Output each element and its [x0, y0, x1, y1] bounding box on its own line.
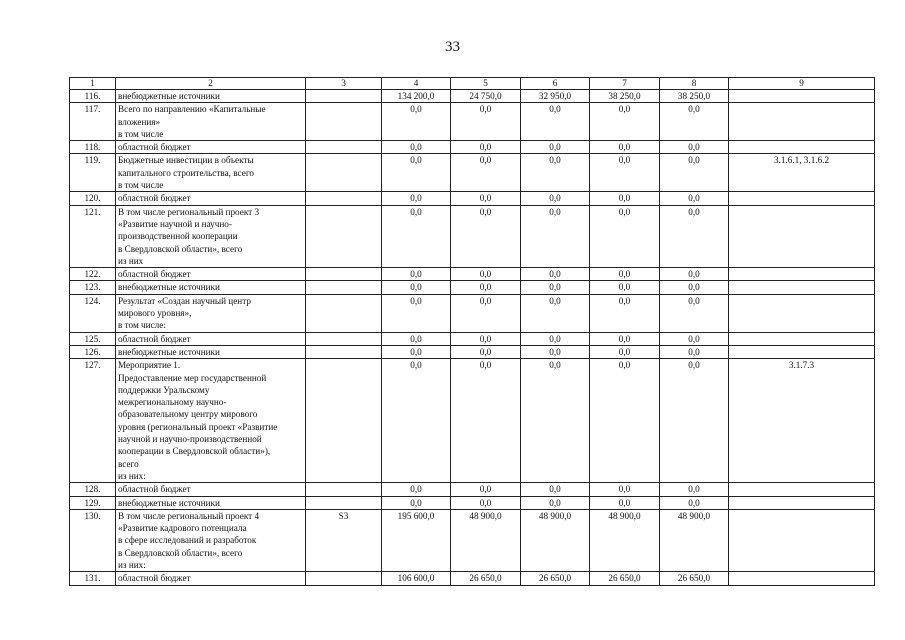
- row-description: [116, 345, 306, 358]
- description-line: вложения»: [118, 116, 161, 127]
- description-line: областной бюджет: [118, 484, 191, 495]
- row-value: 26 650,0: [521, 572, 590, 585]
- description-line: в Свердловской области», всего: [118, 547, 243, 558]
- description-line: из них:: [118, 470, 146, 481]
- row-number: 119.: [70, 154, 116, 192]
- row-value: 0,0: [382, 483, 451, 496]
- header-cell: 2: [116, 78, 306, 90]
- description-line: областной бюджет: [118, 573, 191, 584]
- table-body: [70, 90, 875, 586]
- table-row: [70, 141, 875, 154]
- row-number: 129.: [70, 496, 116, 509]
- row-code: [306, 90, 382, 103]
- row-description: [116, 572, 306, 585]
- description-line: образовательному центру мирового: [118, 409, 258, 420]
- row-number: 123.: [70, 281, 116, 294]
- row-number: 130.: [70, 509, 116, 571]
- row-value: 0,0: [382, 294, 451, 332]
- row-value: 0,0: [521, 141, 590, 154]
- row-code: S3: [306, 509, 382, 571]
- row-value: 0,0: [590, 359, 660, 483]
- row-value: 0,0: [590, 281, 660, 294]
- row-target: [729, 496, 875, 509]
- row-value: 0,0: [382, 496, 451, 509]
- row-value: 0,0: [660, 496, 729, 509]
- row-number: 120.: [70, 192, 116, 205]
- description-line: «Развитие научной и научно-: [118, 218, 232, 229]
- row-value: 0,0: [451, 359, 521, 483]
- row-value: 0,0: [660, 154, 729, 192]
- header-cell: 7: [590, 78, 660, 90]
- table-row: [70, 496, 875, 509]
- row-value: 0,0: [451, 281, 521, 294]
- row-number: 118.: [70, 141, 116, 154]
- row-value: 0,0: [382, 205, 451, 267]
- row-value: 0,0: [521, 345, 590, 358]
- row-target: [729, 192, 875, 205]
- table-row: [70, 359, 875, 483]
- description-line: всего: [118, 458, 139, 469]
- table-row: [70, 345, 875, 358]
- row-value: 0,0: [451, 192, 521, 205]
- table-row: [70, 90, 875, 103]
- row-value: 48 900,0: [451, 509, 521, 571]
- row-code: [306, 345, 382, 358]
- table-row: [70, 268, 875, 281]
- row-value: 48 900,0: [590, 509, 660, 571]
- row-value: 38 250,0: [590, 90, 660, 103]
- row-value: 0,0: [451, 154, 521, 192]
- row-number: 116.: [70, 90, 116, 103]
- row-value: 26 650,0: [451, 572, 521, 585]
- header-row: [70, 78, 875, 90]
- row-value: 0,0: [521, 192, 590, 205]
- row-value: 0,0: [660, 483, 729, 496]
- row-description: [116, 192, 306, 205]
- row-code: [306, 281, 382, 294]
- row-code: [306, 572, 382, 585]
- row-value: 195 600,0: [382, 509, 451, 571]
- row-value: 0,0: [451, 345, 521, 358]
- description-line: в том числе: [118, 180, 164, 191]
- row-target: [729, 509, 875, 571]
- row-code: [306, 192, 382, 205]
- row-value: 0,0: [660, 205, 729, 267]
- table-row: [70, 572, 875, 585]
- description-line: производственной кооперации: [118, 231, 238, 242]
- row-target: [729, 205, 875, 267]
- row-target: [729, 103, 875, 141]
- row-value: 0,0: [521, 268, 590, 281]
- description-line: из них: [118, 255, 144, 266]
- row-value: 0,0: [660, 268, 729, 281]
- description-line: в том числе:: [118, 320, 166, 331]
- row-value: 0,0: [451, 496, 521, 509]
- row-target: [729, 483, 875, 496]
- row-value: 38 250,0: [660, 90, 729, 103]
- row-value: 0,0: [451, 268, 521, 281]
- row-code: [306, 205, 382, 267]
- row-value: 0,0: [521, 205, 590, 267]
- row-value: 0,0: [521, 483, 590, 496]
- row-description: [116, 509, 306, 571]
- row-value: 0,0: [451, 294, 521, 332]
- table-row: [70, 509, 875, 571]
- row-number: 126.: [70, 345, 116, 358]
- row-value: 0,0: [451, 141, 521, 154]
- row-number: 121.: [70, 205, 116, 267]
- row-code: [306, 332, 382, 345]
- row-number: 125.: [70, 332, 116, 345]
- row-code: [306, 103, 382, 141]
- table-row: [70, 281, 875, 294]
- row-value: 0,0: [590, 332, 660, 345]
- row-value: 0,0: [382, 359, 451, 483]
- row-code: [306, 359, 382, 483]
- header-cell: 9: [729, 78, 875, 90]
- row-target: [729, 281, 875, 294]
- row-value: 32 950,0: [521, 90, 590, 103]
- row-value: 0,0: [590, 154, 660, 192]
- header-cell: 4: [382, 78, 451, 90]
- row-description: [116, 154, 306, 192]
- row-value: 0,0: [382, 281, 451, 294]
- row-code: [306, 154, 382, 192]
- description-line: областной бюджет: [118, 269, 191, 280]
- description-line: уровня (региональный проект «Развитие: [118, 421, 278, 432]
- row-value: 0,0: [660, 359, 729, 483]
- table-row: [70, 154, 875, 192]
- description-line: «Развитие кадрового потенциала: [118, 523, 247, 534]
- description-line: капитального строительства, всего: [118, 167, 254, 178]
- row-target: [729, 268, 875, 281]
- row-target: [729, 294, 875, 332]
- row-code: [306, 268, 382, 281]
- row-value: 0,0: [382, 332, 451, 345]
- row-value: 0,0: [382, 103, 451, 141]
- row-value: 0,0: [451, 483, 521, 496]
- row-value: 0,0: [521, 496, 590, 509]
- description-line: поддержки Уральскому: [118, 384, 210, 395]
- row-value: 26 650,0: [660, 572, 729, 585]
- row-target: [729, 332, 875, 345]
- row-value: 0,0: [660, 103, 729, 141]
- row-value: 0,0: [521, 332, 590, 345]
- description-line: кооперации в Свердловской области»),: [118, 446, 271, 457]
- page-number: 33: [445, 39, 460, 55]
- row-value: 0,0: [451, 332, 521, 345]
- row-value: 134 200,0: [382, 90, 451, 103]
- row-number: 122.: [70, 268, 116, 281]
- description-line: областной бюджет: [118, 193, 191, 204]
- table-row: [70, 294, 875, 332]
- row-value: 0,0: [521, 103, 590, 141]
- row-description: [116, 103, 306, 141]
- header-cell: 8: [660, 78, 729, 90]
- row-description: [116, 359, 306, 483]
- row-description: [116, 496, 306, 509]
- row-value: 0,0: [660, 281, 729, 294]
- header-cell: 6: [521, 78, 590, 90]
- row-value: 0,0: [382, 141, 451, 154]
- row-value: 0,0: [451, 103, 521, 141]
- description-line: В том числе региональный проект 3: [118, 206, 260, 217]
- row-value: 0,0: [451, 205, 521, 267]
- row-value: 0,0: [521, 294, 590, 332]
- description-line: научной и научно-производственной: [118, 434, 262, 445]
- row-target: [729, 572, 875, 585]
- table-row: [70, 332, 875, 345]
- row-value: 0,0: [382, 345, 451, 358]
- row-value: 0,0: [590, 268, 660, 281]
- header-cell: 1: [70, 78, 116, 90]
- row-description: [116, 281, 306, 294]
- description-line: областной бюджет: [118, 333, 191, 344]
- row-value: 0,0: [590, 496, 660, 509]
- row-target: [729, 141, 875, 154]
- row-value: 0,0: [590, 103, 660, 141]
- description-line: Всего по направлению «Капитальные: [118, 104, 266, 115]
- description-line: в том числе: [118, 128, 164, 139]
- table-row: [70, 192, 875, 205]
- row-target: 3.1.7.3: [729, 359, 875, 483]
- row-value: 0,0: [660, 345, 729, 358]
- row-value: 24 750,0: [451, 90, 521, 103]
- row-code: [306, 141, 382, 154]
- row-description: [116, 294, 306, 332]
- row-value: 0,0: [590, 192, 660, 205]
- row-description: [116, 332, 306, 345]
- description-line: В том числе региональный проект 4: [118, 510, 260, 521]
- row-code: [306, 483, 382, 496]
- row-value: 106 600,0: [382, 572, 451, 585]
- row-number: 127.: [70, 359, 116, 483]
- row-number: 128.: [70, 483, 116, 496]
- row-target: [729, 90, 875, 103]
- description-line: областной бюджет: [118, 142, 191, 153]
- row-target: [729, 345, 875, 358]
- row-number: 131.: [70, 572, 116, 585]
- description-line: Бюджетные инвестиции в объекты: [118, 155, 254, 166]
- description-line: мирового уровня»,: [118, 308, 192, 319]
- row-value: 0,0: [521, 359, 590, 483]
- description-line: внебюджетные источники: [118, 91, 220, 101]
- row-target: 3.1.6.1, 3.1.6.2: [729, 154, 875, 192]
- table-row: [70, 103, 875, 141]
- description-line: Предоставление мер государственной: [118, 372, 267, 383]
- row-value: 0,0: [382, 268, 451, 281]
- row-number: 124.: [70, 294, 116, 332]
- row-number: 117.: [70, 103, 116, 141]
- description-line: в Свердловской области», всего: [118, 243, 243, 254]
- row-value: 0,0: [590, 345, 660, 358]
- row-value: 26 650,0: [590, 572, 660, 585]
- description-line: внебюджетные источники: [118, 497, 220, 508]
- row-code: [306, 294, 382, 332]
- table-row: [70, 483, 875, 496]
- description-line: в сфере исследований и разработок: [118, 535, 257, 546]
- row-value: 0,0: [660, 141, 729, 154]
- row-value: 0,0: [521, 281, 590, 294]
- row-value: 0,0: [521, 154, 590, 192]
- row-value: 0,0: [660, 192, 729, 205]
- row-code: [306, 496, 382, 509]
- description-line: внебюджетные источники: [118, 346, 220, 357]
- row-value: 0,0: [590, 483, 660, 496]
- row-description: [116, 483, 306, 496]
- row-value: 0,0: [382, 154, 451, 192]
- row-description: [116, 90, 306, 103]
- row-value: 48 900,0: [660, 509, 729, 571]
- row-description: [116, 268, 306, 281]
- table-row: [70, 205, 875, 267]
- header-cell: 3: [306, 78, 382, 90]
- description-line: Мероприятие 1.: [118, 360, 181, 371]
- row-description: [116, 205, 306, 267]
- description-line: межрегиональному научно-: [118, 397, 227, 408]
- description-line: внебюджетные источники: [118, 282, 220, 293]
- budget-table: [69, 77, 875, 586]
- header-cell: 5: [451, 78, 521, 90]
- row-value: 0,0: [660, 332, 729, 345]
- row-value: 0,0: [590, 205, 660, 267]
- description-line: из них:: [118, 559, 146, 570]
- row-value: 0,0: [590, 294, 660, 332]
- row-value: 0,0: [590, 141, 660, 154]
- row-value: 0,0: [660, 294, 729, 332]
- row-description: [116, 141, 306, 154]
- row-value: 48 900,0: [521, 509, 590, 571]
- row-value: 0,0: [382, 192, 451, 205]
- description-line: Результат «Создан научный центр: [118, 295, 251, 306]
